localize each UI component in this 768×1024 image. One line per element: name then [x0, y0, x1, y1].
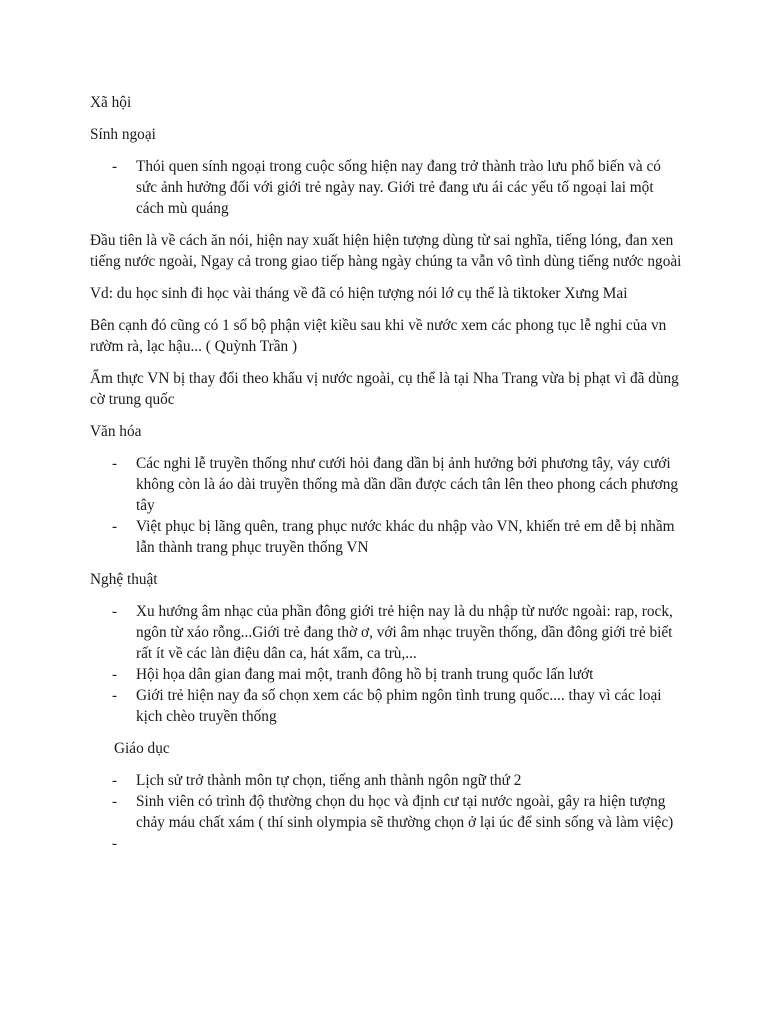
list-item-text: Các nghi lễ truyền thống như cưới hỏi đang dần bị ảnh hưởng bởi phương tây, váy cưới không còn là áo dài truyền thống mà dần dần được cách tân lên theo phong cách phương tây — [136, 455, 679, 514]
list-item-text: Giới trẻ hiện nay đa số chọn xem các bộ phim ngôn tình trung quốc.... thay vì các loại kịch chèo truyền thống — [136, 687, 662, 725]
paragraph: Giáo dục — [114, 740, 170, 757]
dash-bullet-icon: - — [112, 158, 118, 175]
bullet-list — [90, 601, 682, 727]
list-item-text: Lịch sử trở thành môn tự chọn, tiếng anh thành ngôn ngữ thứ 2 — [136, 772, 522, 789]
dash-bullet-icon: - — [112, 687, 118, 704]
list-item — [90, 833, 682, 854]
dash-bullet-icon: - — [112, 455, 118, 472]
list-item-text — [136, 835, 140, 852]
paragraph: Đầu tiên là về cách ăn nói, hiện nay xuất hiện hiện tượng dùng từ sai nghĩa, tiếng lóng, đan xen tiếng nước ngoài, Ngay cả trong giao tiếp hàng ngày chúng ta vẫn vô tình dùng tiếng nước ngoài — [90, 232, 682, 270]
document-heading: Xã hội — [90, 94, 132, 111]
list-item — [90, 516, 682, 558]
list-item — [90, 664, 682, 685]
list-item-text: Hội họa dân gian đang mai một, tranh đông hồ bị tranh trung quốc lấn lướt — [136, 666, 594, 683]
paragraph: Sính ngoại — [90, 126, 156, 143]
dash-bullet-icon: - — [112, 772, 118, 789]
bullet-list — [90, 453, 682, 558]
list-item-text: Thói quen sính ngoại trong cuộc sống hiện nay đang trở thành trào lưu phổ biến và có sức ảnh hưởng đối với giới trẻ ngày nay. Giới trẻ đang ưu ái các yếu tố ngoại lai một cách mù quáng — [136, 158, 661, 217]
dash-bullet-icon: - — [112, 666, 118, 683]
list-item — [90, 685, 682, 727]
list-item — [90, 156, 682, 219]
dash-bullet-icon: - — [112, 835, 118, 852]
paragraph: Ẩm thực VN bị thay đổi theo khẩu vị nước ngoài, cụ thể là tại Nha Trang vừa bị phạt vì đã dùng cờ trung quốc — [90, 370, 679, 408]
list-item-text: Việt phục bị lãng quên, trang phục nước khác du nhập vào VN, khiến trẻ em dễ bị nhầm lẫn thành trang phục truyền thống VN — [136, 518, 675, 556]
list-item — [90, 601, 682, 664]
list-item-text: Xu hướng âm nhạc của phần đông giới trẻ hiện nay là du nhập từ nước ngoài: rap, rock, ngôn từ xáo rỗng...Giới trẻ đang thờ ơ, với âm nhạc truyền thống, dần đông giới trẻ biết rất ít về các làn điệu dân ca, hát xẩm, ca trù,... — [136, 603, 673, 662]
paragraph: Văn hóa — [90, 423, 142, 440]
dash-bullet-icon: - — [112, 518, 118, 535]
list-item-text: Sinh viên có trình độ thường chọn du học và định cư tại nước ngoài, gây ra hiện tượng chảy máu chất xám ( thí sinh olympia sẽ thường chọn ở lại úc để sinh sống và làm việc) — [136, 793, 674, 831]
paragraph: Nghệ thuật — [90, 571, 158, 588]
bullet-list — [90, 770, 682, 854]
list-item — [90, 791, 682, 833]
paragraph: Vd: du học sinh đi học vài tháng về đã có hiện tượng nói lớ cụ thể là tiktoker Xưng Mai — [90, 285, 628, 302]
dash-bullet-icon: - — [112, 603, 118, 620]
list-item — [90, 770, 682, 791]
list-item — [90, 453, 682, 516]
paragraph: Bên cạnh đó cũng có 1 số bộ phận việt kiều sau khi về nước xem các phong tục lễ nghi của vn rườm rà, lạc hậu... ( Quỳnh Trần ) — [90, 317, 667, 355]
document-body — [90, 92, 682, 865]
dash-bullet-icon: - — [112, 793, 118, 810]
bullet-list — [90, 156, 682, 219]
